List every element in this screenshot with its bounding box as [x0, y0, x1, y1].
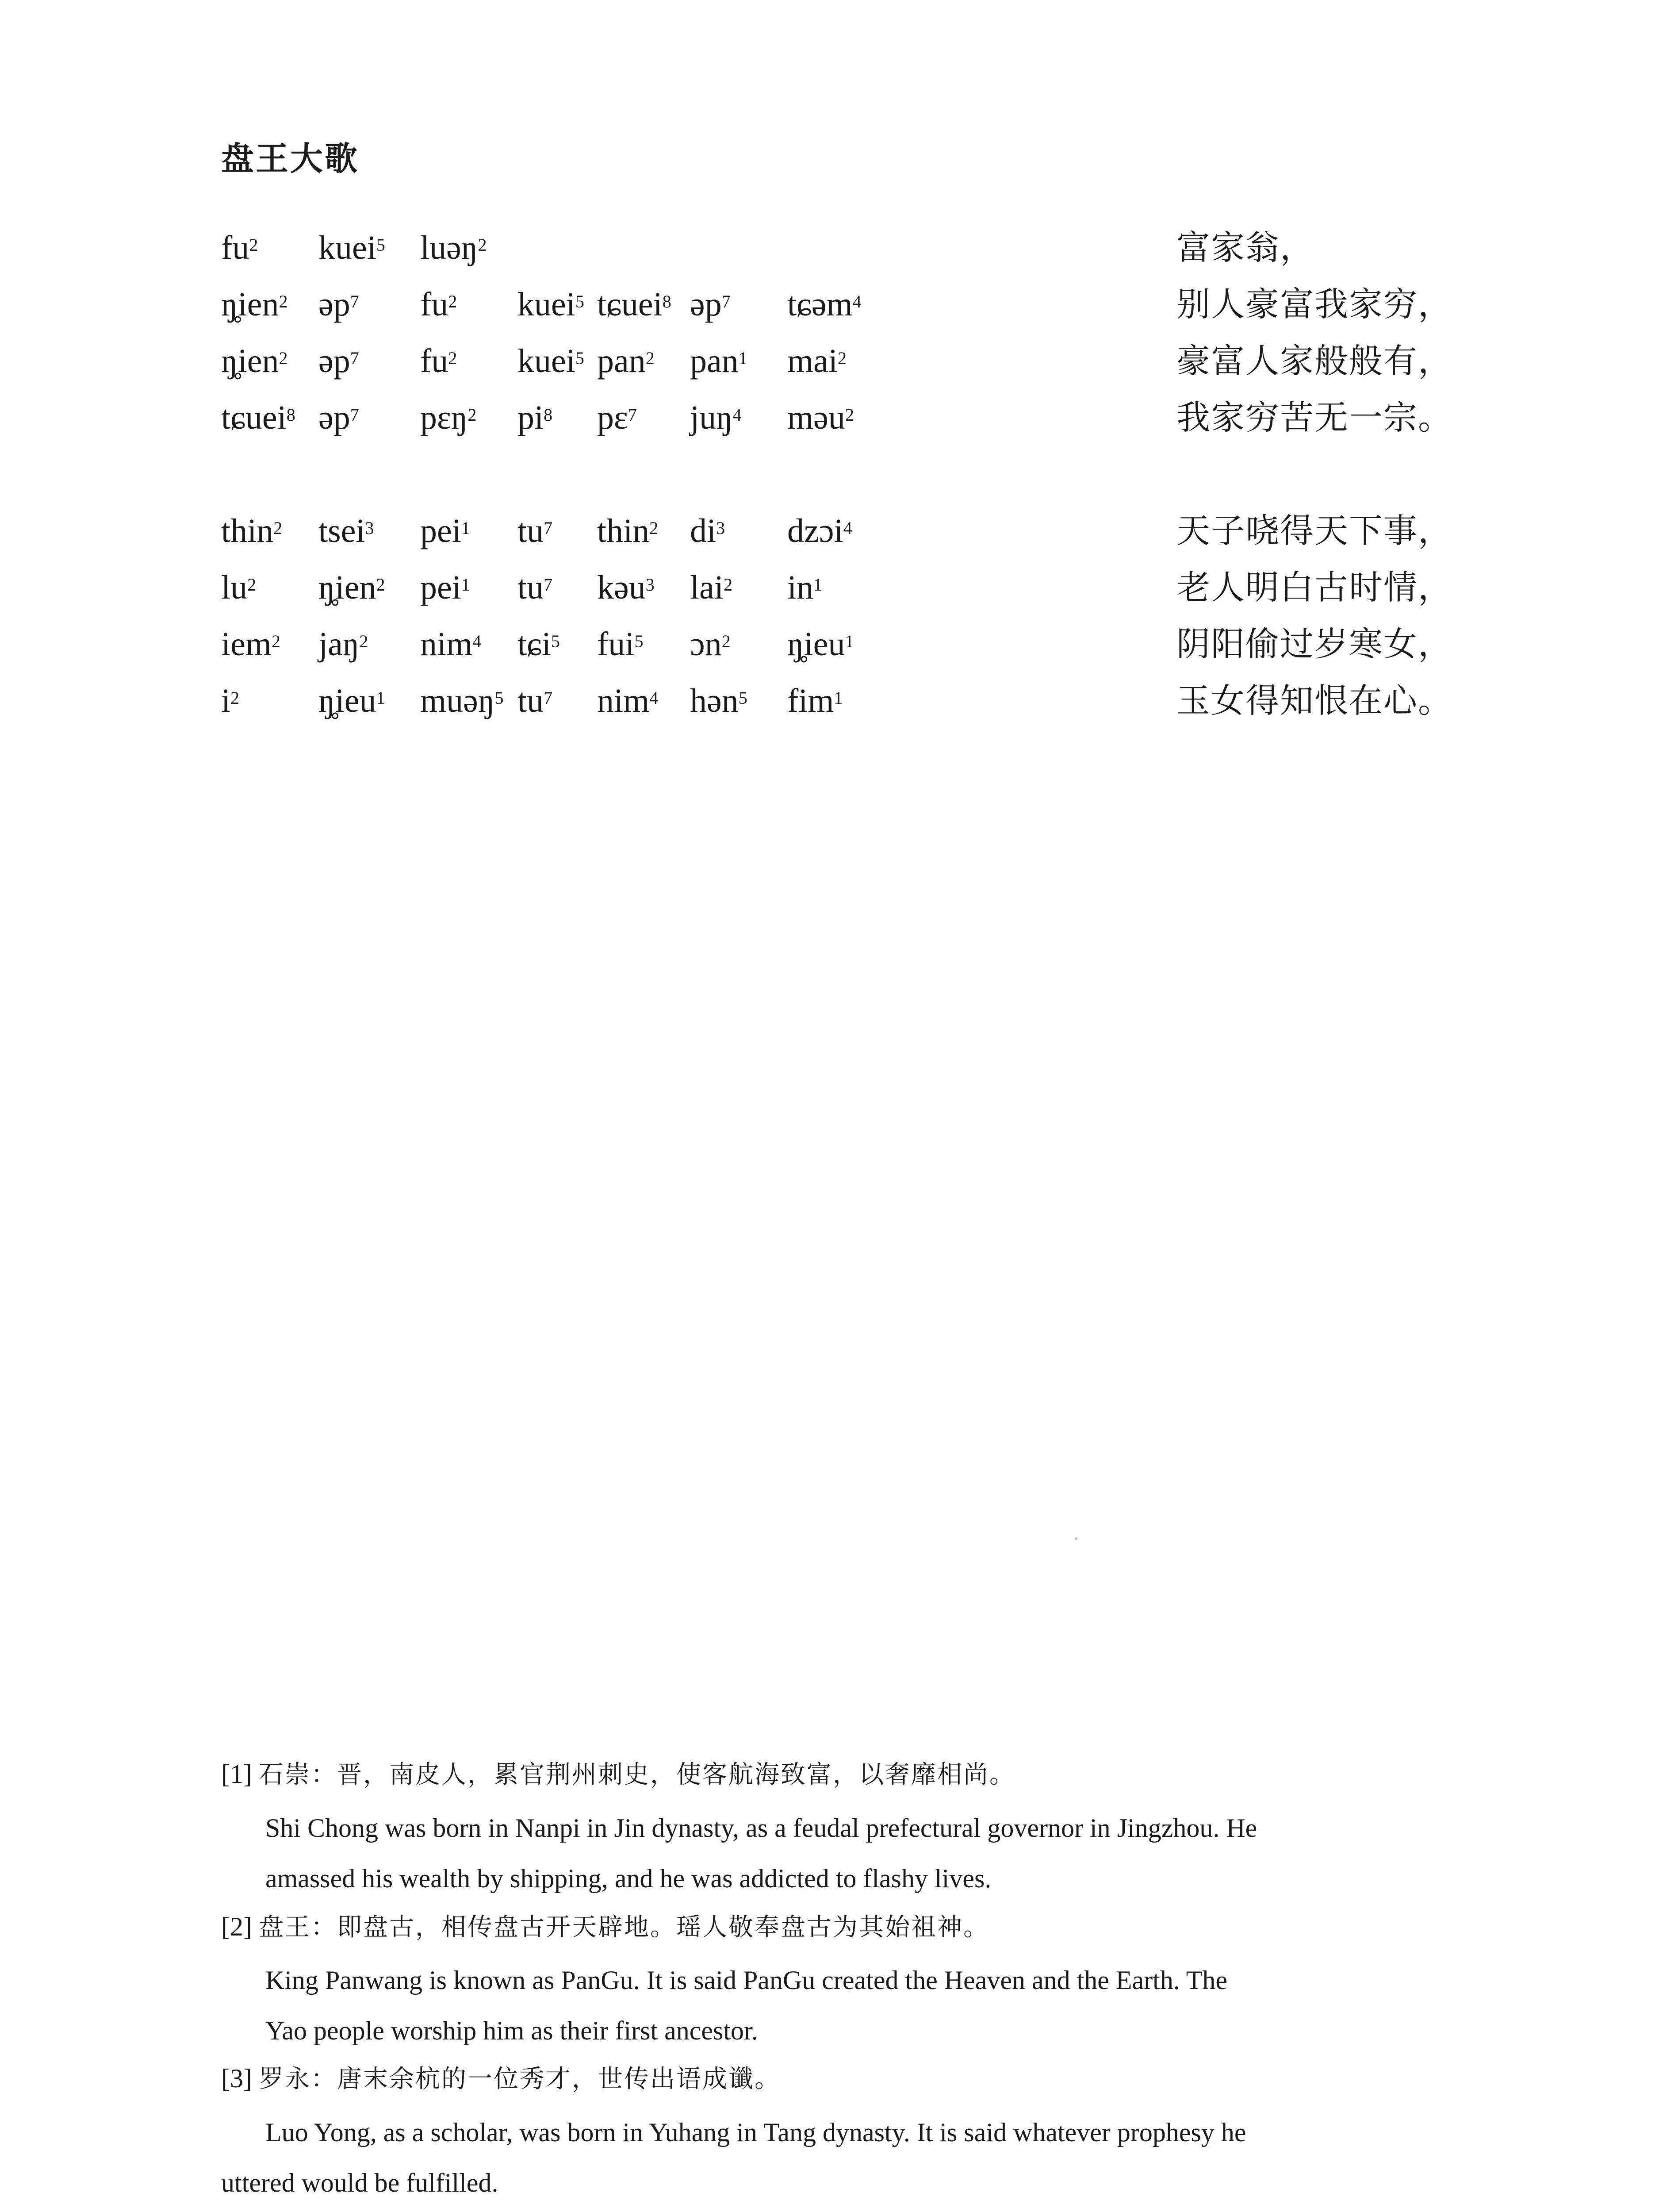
syllable: məu$^2$: [787, 399, 854, 436]
syllable: kəu$^3$: [597, 569, 655, 606]
syllable: $fu^2$: [221, 229, 258, 266]
syllable: hən$^5$: [690, 682, 747, 719]
verse-line: [0, 679, 1659, 736]
syllable: əp$^7$: [318, 399, 359, 436]
syllable: $lu^2$: [221, 569, 257, 606]
syllable: tɕi$^5$: [517, 626, 560, 663]
syllable: muəŋ$^5$: [420, 682, 504, 719]
syllable: tɕəm$^4$: [787, 286, 862, 323]
tone-number: 5: [551, 631, 560, 651]
syllable: lai$^2$: [690, 569, 732, 606]
tone-number: 7: [721, 292, 731, 311]
syllable: tsei$^3$: [318, 512, 374, 549]
footnote-3-number: [3]: [221, 2064, 252, 2093]
tone-number: 2: [448, 348, 457, 368]
syllable: ŋ̥ien$^2$: [221, 342, 288, 380]
footnote-2-english-line-1: King Panwang is known as PanGu. It is said PanGu created the Heaven and the Earth. The: [265, 1966, 1228, 1995]
tone-number: 2: [478, 235, 487, 255]
syllable: mai$^2$: [787, 342, 847, 380]
tone-number: 2: [230, 688, 240, 708]
tone-number: 7: [350, 348, 359, 368]
tone-number: 2: [247, 575, 257, 595]
footnote-2-number: [2]: [221, 1912, 252, 1941]
syllable: $tu^7$: [517, 569, 553, 606]
footnote-1-english-line-1: Shi Chong was born in Nanpi in Jin dynasty, as a feudal prefectural governor in Jingzhou. He: [265, 1813, 1257, 1843]
tone-number: 1: [845, 631, 854, 651]
tone-number: 4: [843, 518, 852, 538]
syllable: nim$^4$: [420, 626, 482, 663]
footnote-1-english-line-2: amassed his wealth by shipping, and he was addicted to flashy lives.: [265, 1864, 992, 1893]
syllable: juŋ$^4$: [690, 399, 742, 436]
syllable: tɕuei$^8$: [221, 399, 295, 436]
tone-number: 1: [813, 575, 823, 595]
syllable: əp$^7$: [318, 342, 359, 380]
tone-number: 2: [837, 348, 847, 368]
tone-number: 5: [575, 348, 584, 368]
tone-number: 3: [716, 518, 725, 538]
tone-number: 7: [350, 405, 359, 425]
syllable: ŋ̥ien$^2$: [221, 286, 288, 323]
tone-number: 1: [376, 688, 385, 708]
tone-number: 2: [721, 631, 731, 651]
syllable: ŋ̥ieu$^1$: [318, 682, 385, 719]
syllable: pan$^1$: [690, 342, 747, 380]
tone-number: 2: [249, 235, 258, 255]
footnote-2-chinese: 盘王：即盘古，相传盘古开天辟地。瑶人敬奉盘古为其始祖神。: [258, 1913, 989, 1942]
syllable: $fu^2$: [420, 342, 457, 380]
tone-number: 3: [365, 518, 374, 538]
syllable: əp$^7$: [690, 286, 731, 323]
tone-number: 5: [494, 688, 504, 708]
chinese-translation: 豪富人家般般有，: [1176, 341, 1452, 380]
verse-line: [0, 622, 1659, 680]
tone-number: 5: [634, 631, 644, 651]
tone-number: 2: [279, 348, 288, 368]
tone-number: 7: [544, 575, 553, 595]
tone-number: 2: [845, 405, 854, 425]
tone-number: 1: [461, 575, 470, 595]
syllable: əp$^7$: [318, 286, 359, 323]
syllable: ŋ̥ieu$^1$: [787, 626, 854, 663]
verse-line: [0, 339, 1659, 396]
tone-number: 5: [376, 235, 385, 255]
scan-speck: [1075, 1537, 1077, 1540]
verse-line: [0, 565, 1659, 623]
tone-number: 4: [649, 688, 659, 708]
syllable: $fu^2$: [420, 286, 457, 323]
syllable: nim$^4$: [597, 682, 659, 719]
tone-number: 2: [723, 575, 732, 595]
syllable: $tu^7$: [517, 512, 553, 549]
footnote-2-english-line-2: Yao people worship him as their first ancestor.: [265, 2016, 758, 2045]
tone-number: 1: [461, 518, 470, 538]
footnote-3-heading: [221, 2056, 781, 2101]
footnote-2-heading: [221, 1905, 989, 1950]
tone-number: 2: [376, 575, 385, 595]
syllable: kuei$^5$: [517, 286, 584, 323]
tone-number: 2: [448, 292, 457, 311]
page-title: 盘王大歌: [221, 140, 359, 178]
syllable: $in^1$: [787, 569, 823, 606]
chinese-translation: 玉女得知恨在心。: [1176, 681, 1452, 720]
syllable: $tu^7$: [517, 682, 553, 719]
tone-number: 4: [732, 405, 742, 425]
chinese-translation: 别人豪富我家穷，: [1176, 284, 1452, 324]
tone-number: 7: [544, 688, 553, 708]
syllable: pan$^2$: [597, 342, 655, 380]
tone-number: 7: [544, 518, 553, 538]
tone-number: 2: [271, 631, 280, 651]
syllable: thin$^2$: [221, 512, 283, 549]
syllable: ɔn$^2$: [690, 626, 731, 663]
syllable: fui$^5$: [597, 626, 644, 663]
tone-number: 4: [852, 292, 862, 311]
tone-number: 1: [738, 348, 747, 368]
chinese-translation: 阴阳偷过岁寒女，: [1176, 624, 1452, 664]
verse-line: [0, 282, 1659, 340]
verse-line: [0, 226, 1659, 283]
tone-number: 7: [350, 292, 359, 311]
chinese-translation: 老人明白古时情，: [1176, 568, 1452, 607]
tone-number: 2: [649, 518, 659, 538]
syllable: pei$^1$: [420, 569, 470, 606]
syllable: kuei$^5$: [318, 229, 385, 266]
footnote-3-english-line-1: Luo Yong, as a scholar, was born in Yuhang in Tang dynasty. It is said whatever prophesy he: [265, 2118, 1246, 2147]
syllable: pei$^1$: [420, 512, 470, 549]
footnote-1-chinese: 石崇：晋，南皮人，累官荆州刺史，使客航海致富，以奢靡相尚。: [258, 1760, 1015, 1789]
syllable: dzɔi$^4$: [787, 512, 852, 549]
footnote-1-number: [1]: [221, 1759, 252, 1789]
tone-number: 1: [834, 688, 843, 708]
footnote-1-heading: [221, 1752, 1015, 1797]
chinese-translation: 天子哓得天下事，: [1176, 511, 1452, 550]
tone-number: 8: [544, 405, 553, 425]
syllable: ŋ̥ien$^2$: [318, 569, 385, 606]
footnote-3-chinese: 罗永：唐末余杭的一位秀才，世传出语成谶。: [258, 2065, 781, 2093]
tone-number: 5: [738, 688, 747, 708]
tone-number: 2: [273, 518, 283, 538]
tone-number: 4: [472, 631, 482, 651]
syllable: tɕuei$^8$: [597, 286, 671, 323]
tone-number: 8: [286, 405, 295, 425]
tone-number: 7: [628, 405, 637, 425]
tone-number: 2: [645, 348, 655, 368]
tone-number: 2: [279, 292, 288, 311]
syllable: fim$^1$: [787, 682, 843, 719]
syllable: thin$^2$: [597, 512, 659, 549]
syllable: iem$^2$: [221, 626, 280, 663]
tone-number: 2: [359, 631, 368, 651]
tone-number: 3: [645, 575, 655, 595]
tone-number: 8: [662, 292, 671, 311]
chinese-translation: 我家穷苦无一宗。: [1176, 398, 1452, 437]
syllable: pɛ$^7$: [597, 399, 637, 436]
verse-line: [0, 396, 1659, 453]
tone-number: 5: [575, 292, 584, 311]
chinese-translation: 富家翁，: [1176, 228, 1314, 267]
syllable: kuei$^5$: [517, 342, 584, 380]
verse-line: [0, 509, 1659, 566]
syllable: $di^3$: [690, 512, 725, 549]
syllable: pɛŋ$^2$: [420, 399, 477, 436]
footnote-3-english-line-2: uttered would be fulfilled.: [221, 2168, 498, 2197]
syllable: jaŋ$^2$: [318, 626, 368, 663]
syllable: $pi^8$: [517, 399, 553, 436]
tone-number: 2: [467, 405, 477, 425]
syllable: luəŋ$^2$: [420, 229, 487, 266]
syllable: $i^2$: [221, 682, 240, 719]
